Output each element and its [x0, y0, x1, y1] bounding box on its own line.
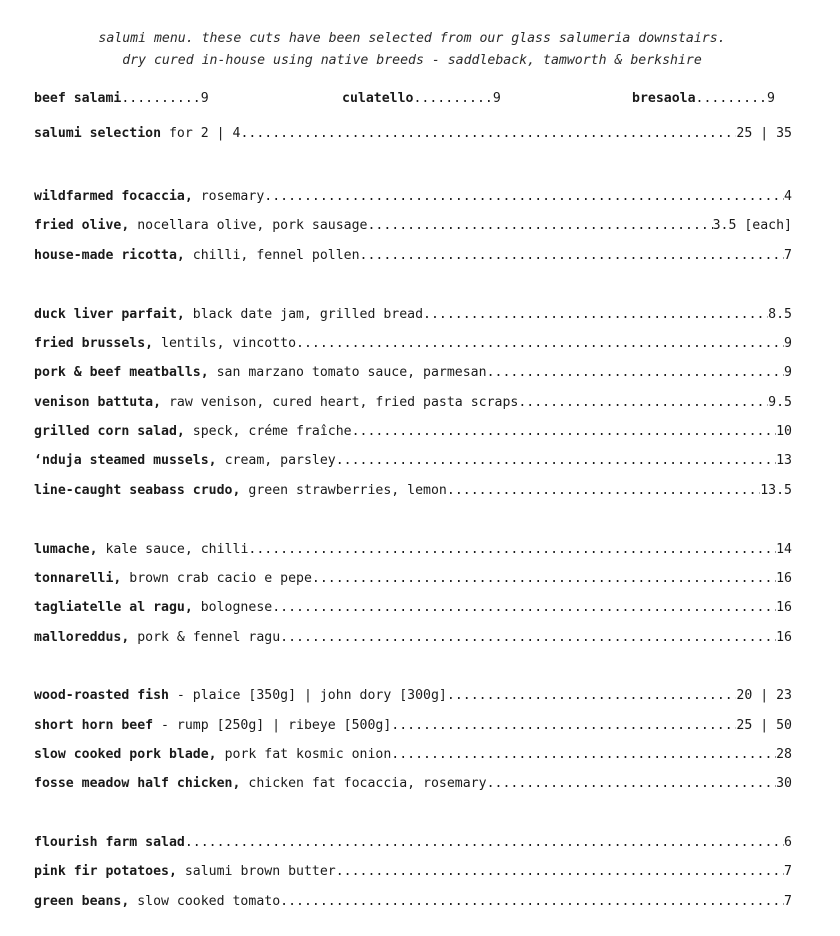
menu-item	[34, 540, 792, 560]
item-name: line-caught seabass crudo,	[34, 483, 241, 498]
dot-leader	[360, 246, 785, 266]
item-description: pork & fennel ragu	[129, 630, 281, 645]
menu-item	[34, 216, 792, 236]
item-price: 9	[767, 91, 775, 106]
item-price: 8.5	[768, 307, 792, 322]
item-name: flourish farm salad	[34, 835, 185, 850]
item-description: san marzano tomato sauce, parmesan	[208, 365, 487, 380]
item-description: chilli, fennel pollen	[184, 248, 360, 263]
item-name: fried brussels,	[34, 336, 154, 351]
menu-item	[34, 716, 792, 736]
intro-line: salumi menu. these cuts have been selected from our glass salumeria downstairs.	[98, 31, 726, 46]
item-name: salumi selection	[34, 126, 162, 141]
menu-item	[34, 305, 792, 325]
menu-item	[34, 862, 792, 882]
item-name: pork & beef meatballs,	[34, 365, 209, 380]
dot-leader	[185, 833, 784, 853]
item-price: 9	[200, 91, 209, 106]
menu-item	[34, 481, 792, 501]
item-description: rosemary	[192, 189, 265, 204]
item-name: ‘nduja steamed mussels,	[34, 453, 217, 468]
item-leader: ..........	[413, 91, 493, 106]
menu-item	[34, 187, 792, 207]
item-description: nocellara olive, pork sausage	[129, 218, 368, 233]
item-price: 6	[784, 835, 792, 850]
menu-item	[34, 363, 792, 383]
dot-leader	[336, 862, 784, 882]
item-name: slow cooked pork blade,	[34, 747, 217, 762]
item-price: 7	[784, 894, 792, 909]
menu-item	[34, 246, 792, 266]
item-description: lentils, vincotto	[153, 336, 297, 351]
dot-leader	[264, 187, 784, 207]
item-name: culatello	[342, 91, 414, 106]
dot-leader	[423, 305, 768, 325]
salumi-trio	[34, 89, 794, 109]
item-name: pink fir potatoes,	[34, 864, 177, 879]
item-price: 30	[776, 776, 792, 791]
item-name: grilled corn salad,	[34, 424, 185, 439]
menu-item	[34, 774, 792, 794]
item-leader: ..........	[121, 91, 201, 106]
dot-leader	[296, 334, 784, 354]
item-name: fried olive,	[34, 218, 130, 233]
dot-leader	[391, 745, 776, 765]
dot-leader	[240, 124, 736, 144]
menu-item	[34, 334, 792, 354]
item-price: 25 | 50	[736, 718, 792, 733]
item-price: 16	[776, 600, 792, 615]
item-price: 3.5 [each]	[712, 218, 792, 233]
item-name: beef salami	[34, 91, 122, 106]
item-description: green strawberries, lemon	[240, 483, 447, 498]
item-price: 9	[784, 365, 792, 380]
item-description: black date jam, grilled bread	[184, 307, 424, 322]
item-description: pork fat kosmic onion	[216, 747, 392, 762]
item-description: brown crab cacio e pepe	[121, 571, 312, 586]
item-name: house-made ricotta,	[34, 248, 185, 263]
item-description: slow cooked tomato	[129, 894, 281, 909]
dot-leader	[367, 216, 712, 236]
item-price: 7	[784, 864, 792, 879]
menu-item	[34, 451, 792, 471]
menu-item	[34, 833, 792, 853]
dot-leader	[447, 686, 737, 706]
item-name: tonnarelli,	[34, 571, 122, 586]
item-description: cream, parsley	[216, 453, 336, 468]
item-name: venison battuta,	[34, 395, 162, 410]
item-description: for 2 | 4	[161, 126, 241, 141]
dot-leader	[280, 628, 776, 648]
item-price: 14	[776, 542, 792, 557]
salumi-item	[632, 89, 775, 109]
item-description: raw venison, cured heart, fried pasta scraps	[161, 395, 519, 410]
menu-item	[34, 422, 792, 442]
item-leader: .........	[695, 91, 767, 106]
item-price: 20 | 23	[736, 688, 792, 703]
menu-intro	[0, 28, 824, 72]
dot-leader	[312, 569, 776, 589]
item-price: 25 | 35	[736, 126, 792, 141]
item-price: 4	[784, 189, 792, 204]
item-name: malloreddus,	[34, 630, 130, 645]
item-name: green beans,	[34, 894, 130, 909]
item-description: - plaice [350g] | john dory [300g]	[168, 688, 447, 703]
item-name: wildfarmed focaccia,	[34, 189, 193, 204]
dot-leader	[272, 598, 776, 618]
dot-leader	[487, 774, 777, 794]
dot-leader	[336, 451, 776, 471]
item-description: bolognese	[192, 600, 273, 615]
item-name: tagliatelle al ragu,	[34, 600, 193, 615]
item-name: wood-roasted fish	[34, 688, 169, 703]
menu-item	[34, 598, 792, 618]
item-description: - rump [250g] | ribeye [500g]	[153, 718, 392, 733]
dot-leader	[352, 422, 777, 442]
item-price: 9	[492, 91, 501, 106]
dot-leader	[447, 481, 760, 501]
item-name: fosse meadow half chicken,	[34, 776, 241, 791]
item-price: 28	[776, 747, 792, 762]
item-name: short horn beef	[34, 718, 154, 733]
item-price: 16	[776, 571, 792, 586]
item-price: 13	[776, 453, 792, 468]
dot-leader	[248, 540, 776, 560]
item-description: chicken fat focaccia, rosemary	[240, 776, 487, 791]
salumi-item	[342, 89, 501, 109]
menu-item	[34, 569, 792, 589]
item-price: 7	[784, 248, 792, 263]
item-description: kale sauce, chilli	[97, 542, 249, 557]
intro-line: dry cured in-house using native breeds - saddleback, tamworth & berkshire	[122, 53, 702, 68]
menu-item	[34, 124, 792, 144]
dot-leader	[487, 363, 784, 383]
dot-leader	[280, 892, 784, 912]
item-description: salumi brown butter	[176, 864, 336, 879]
menu-item	[34, 745, 792, 765]
item-price: 13.5	[760, 483, 792, 498]
item-price: 9	[784, 336, 792, 351]
item-name: duck liver parfait,	[34, 307, 185, 322]
item-name: bresaola	[632, 91, 696, 106]
item-description: speck, créme fraîche	[184, 424, 352, 439]
menu-item	[34, 628, 792, 648]
menu-item	[34, 892, 792, 912]
item-price: 9.5	[768, 395, 792, 410]
item-price: 16	[776, 630, 792, 645]
item-price: 10	[776, 424, 792, 439]
menu-item	[34, 393, 792, 413]
dot-leader	[391, 716, 736, 736]
salumi-item	[34, 89, 209, 109]
menu-item	[34, 686, 792, 706]
item-name: lumache,	[34, 542, 98, 557]
dot-leader	[518, 393, 768, 413]
